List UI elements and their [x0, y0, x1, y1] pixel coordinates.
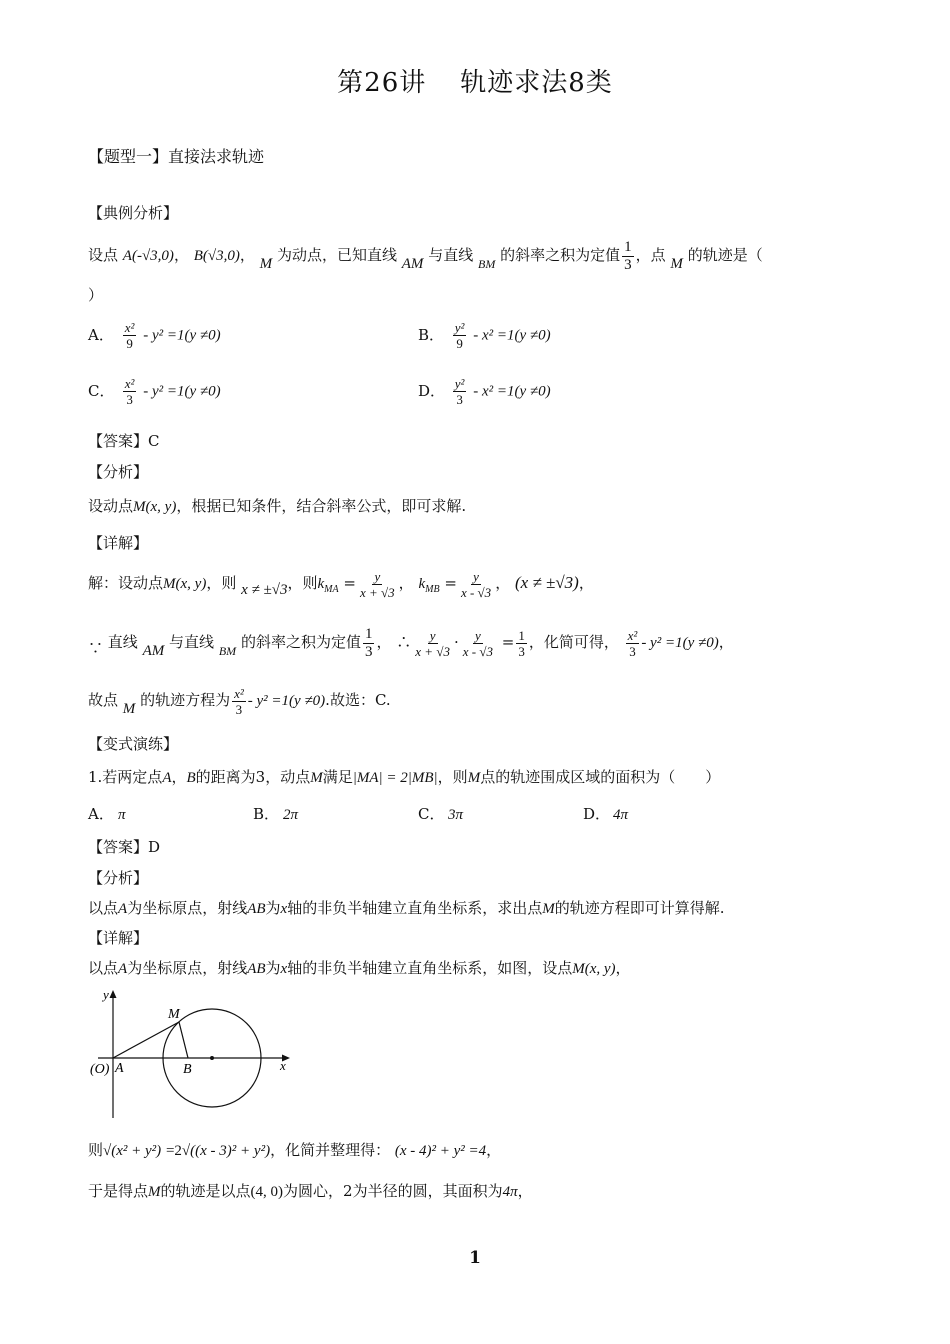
option-b: B． $\frac{\text{y²}}{9}$ - x² =1(y ≠0): [418, 320, 551, 351]
option-c: C． $\frac{\text{x²}}{3}$ - y² =1(y ≠0): [88, 376, 221, 407]
x-label: x: [280, 1058, 286, 1073]
variant-option-d: D． 4π: [583, 805, 629, 823]
example-question: 设点 A(-√3,0)， B(√3,0)， M 为动点，已知直线 AM 与直线 $_{BM}$ 的斜率之积为定值 $\frac{1}{3}$ ，点 M 的轨迹是（: [88, 238, 763, 273]
conclusion-line: 于是得点M的轨迹是以点(4, 0)为圆心，2为半径的圆，其面积为4π，: [88, 1182, 533, 1200]
detail-line-3: 故点 M 的轨迹方程为 $\frac{\text{x²}}{3}$ - y² =1(y ≠0).故选：C.: [88, 685, 391, 717]
line-bm: BM: [478, 257, 496, 271]
o-label: (O): [90, 1062, 110, 1077]
fraction-one-third: $\frac{1}{3}$: [624, 238, 632, 273]
y-axis-arrow: [110, 990, 117, 998]
analysis-label-1: 【分析】: [88, 463, 149, 481]
detail-line-2: ∵ 直线 AM 与直线 $_{BM}$ 的斜率之积为定值 $\frac{1}{3}$ ， ∴ $\frac{y}{x + √3}$ · $\frac{y}{x - √3}$ = $\frac{1}{3}$ ，化简可得， $\frac{\text{x²}}{3}$ - y² =1(y ≠0)，: [88, 625, 734, 660]
page-title: [0, 62, 950, 99]
title-topic: 轨迹求法8类: [460, 68, 613, 98]
detail-label-2: 【详解】: [88, 929, 149, 947]
variant-option-c: C． 3π: [418, 805, 464, 823]
variant-option-a: A． π: [88, 805, 126, 823]
variant-label: 【变式演练】: [88, 735, 179, 753]
answer-1: 【答案】C: [88, 432, 160, 450]
analysis-label-2: 【分析】: [88, 869, 149, 887]
section-heading: 【题型一】直接法求轨迹: [88, 147, 265, 166]
circle-center: [210, 1056, 214, 1060]
document-page: 第26讲 轨迹求法8类 【题型一】直接法求轨迹 【典例分析】 设点 A(-√3,0)， B(√3,0)， M 为动点，已知直线 AM 与直线 $_{BM}$ 的斜率之积为定值 $\frac{1}{3}$ ，点 M 的轨迹是（ ） A． $\frac{\text{x²}}{9}$ - y² =1(y ≠0) B． $\frac{\text{y²}}{9}$ - x² =1(y ≠0) C． $\frac{\text{x²}}{3}$ - y² =1(y ≠0) D． $\frac{\text{y²}}{3}$ - x² =1(y ≠0) 【答案】C 【分析】 设动点M(x, y)，根据已知条件，结合斜率公式，即可求解. 【详解】 解：设动点M(x, y)，则 x ≠ ±√3，则$k_{MA}$ = $\frac{y}{x + √3}$ ， $k_{MB}$ = $\frac{y}{x - √3}$ ， (x ≠ ±√3)， ∵ 直线 AM 与直线 $_{BM}$ 的斜率之积为定值 $\frac{1}{3}$ ， ∴ $\frac{y}{x + √3}$ · $\frac{y}{x - √3}$ = $\frac{1}{3}$ ，化简可得， $\frac{\text{x²}}{3}$ - y² =1(y ≠0)， 故点 M 的轨迹方程为 $\frac{\text{x²}}{3}$ - y² =1(y ≠0).故选：C. 【变式演练】 1.若两定点A，B的距离为3，动点M满足|MA| = 2|MB|，则M点的轨迹围成区域的面积为（ ） A． π B． 2π C． 3π D． 4π 【答案】D 【分析】 以点A为坐标原点，射线AB为x轴的非负半轴建立直角坐标系，求出点M的轨迹方程即可计算得解. 【详解】 以点A为坐标原点，射线AB为x轴的非负半轴建立直角坐标系，如图，设点M(x, y)， y x (O) A B M 则√(x² + y²) =2√((x - 3)² + y²)，化简并整理得： (x - 4)² + y² =4， 于是得点M的轨迹是以点(4, 0)为圆心，2为半径的圆，其面积为4π， 1: [0, 0, 950, 1344]
point-b: B(√3,0): [193, 248, 240, 264]
detail-line-1: 解：设动点M(x, y)，则 x ≠ ±√3，则$k_{MA}$ = $\frac{y}{x + √3}$ ， $k_{MB}$ = $\frac{y}{x - √3}$ ， (x ≠ ±√3)，: [88, 568, 594, 600]
page-number: 1: [469, 1248, 481, 1268]
b-label: B: [183, 1062, 192, 1077]
m-label: M: [168, 1007, 180, 1022]
segment-am: [113, 1022, 179, 1058]
analysis-text-1: 设动点M(x, y)，根据已知条件，结合斜率公式，即可求解.: [88, 497, 467, 515]
title-lecture: 第26讲: [337, 68, 427, 98]
equation-line: 则√(x² + y²) =2√((x - 3)² + y²)，化简并整理得： (x - 4)² + y² =4，: [88, 1141, 502, 1159]
variant-question-1: 1.若两定点A，B的距离为3，动点M满足|MA| = 2|MB|，则M点的轨迹围成区域的面积为（ ）: [88, 768, 721, 786]
option-a: A． $\frac{\text{x²}}{9}$ - y² =1(y ≠0): [88, 320, 221, 351]
detail-text-2: 以点A为坐标原点，射线AB为x轴的非负半轴建立直角坐标系，如图，设点M(x, y)，: [88, 959, 631, 977]
y-label: y: [103, 987, 109, 1002]
variant-option-b: B． 2π: [253, 805, 299, 823]
detail-label-1: 【详解】: [88, 534, 149, 552]
answer-2: 【答案】D: [88, 838, 161, 856]
segment-bm: [179, 1022, 188, 1058]
analysis-text-2: 以点A为坐标原点，射线AB为x轴的非负半轴建立直角坐标系，求出点M的轨迹方程即可计算得解.: [88, 899, 725, 917]
point-m: M: [259, 256, 273, 272]
line-am: AM: [401, 256, 424, 272]
circle-figure: [86, 986, 296, 1121]
point-a: A(-√3,0): [122, 248, 174, 264]
example-label: 【典例分析】: [88, 204, 179, 222]
a-label: A: [115, 1061, 124, 1076]
option-d: D． $\frac{\text{y²}}{3}$ - x² =1(y ≠0): [418, 376, 551, 407]
